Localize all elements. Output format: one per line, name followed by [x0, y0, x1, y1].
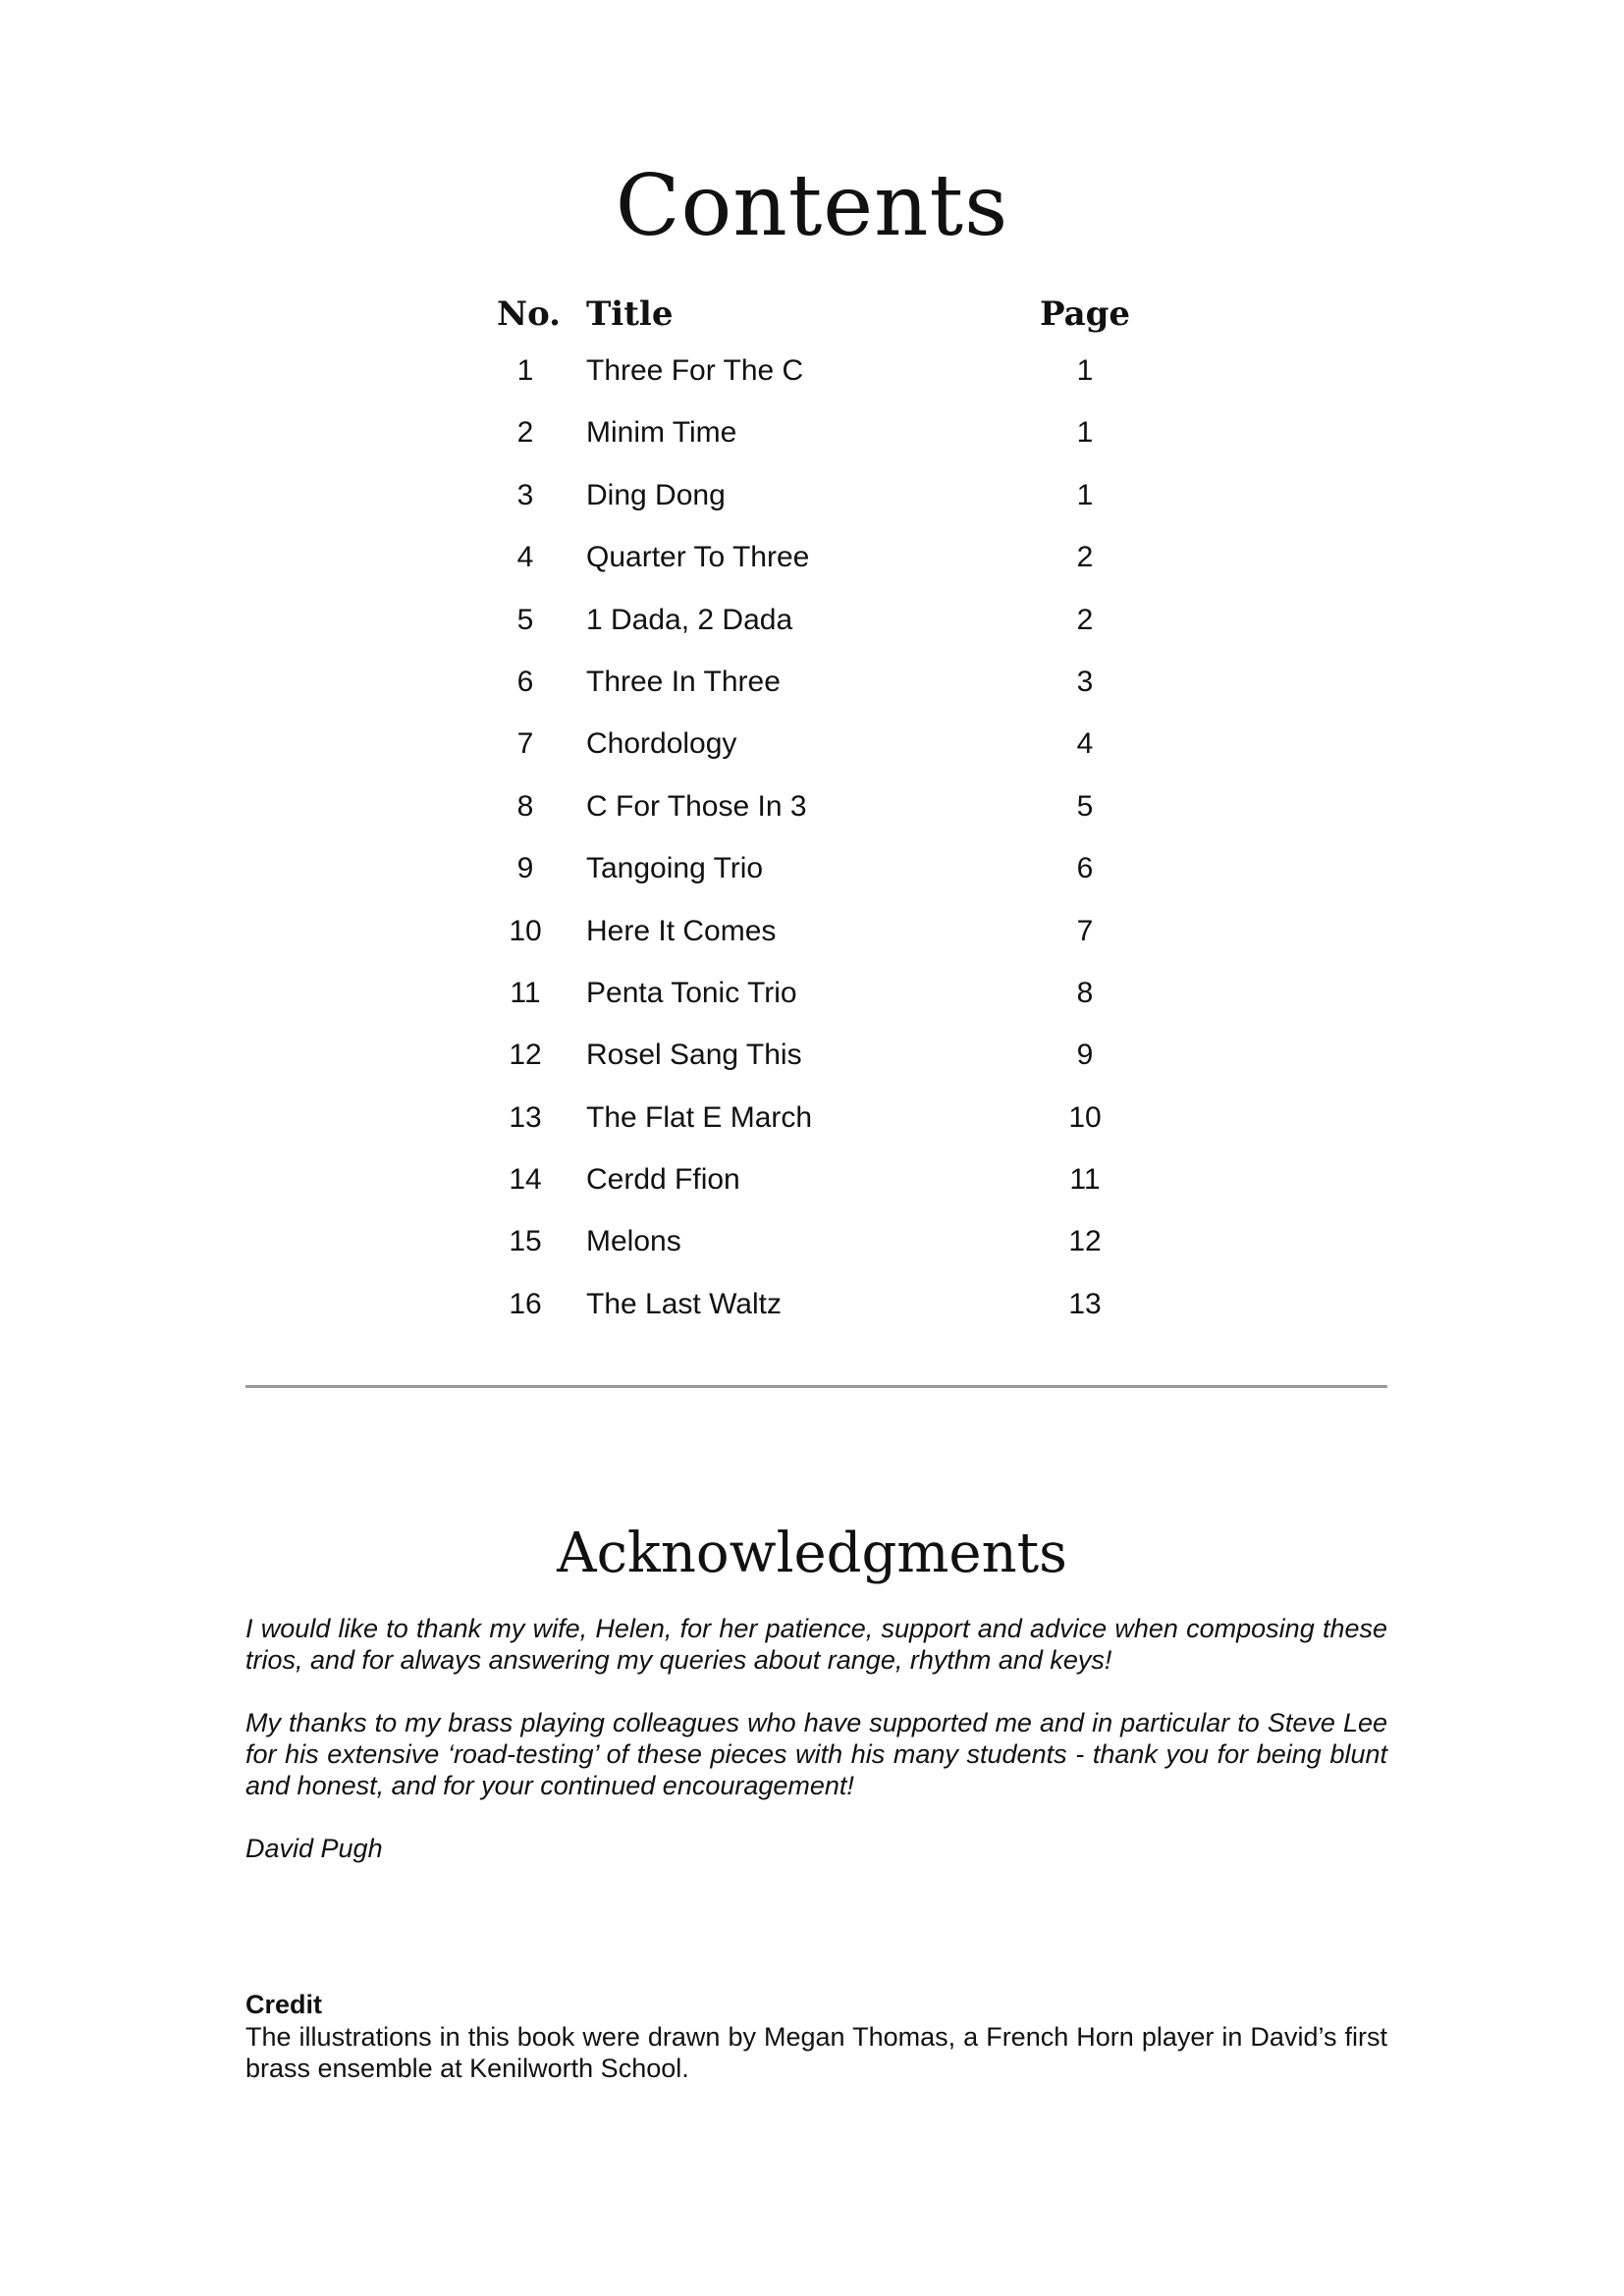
header-no: No. — [497, 294, 561, 334]
credit-heading: Credit — [245, 1990, 323, 2019]
contents-title: Contents — [615, 157, 1009, 255]
contents-row — [481, 540, 1159, 602]
row-page: 7 — [1076, 914, 1094, 947]
contents-table — [481, 294, 1159, 1349]
row-page: 8 — [1076, 976, 1094, 1009]
row-number: 3 — [516, 478, 534, 511]
row-number: 10 — [509, 914, 542, 947]
row-number: 14 — [509, 1163, 542, 1197]
contents-row — [481, 789, 1159, 851]
contents-row — [481, 1287, 1159, 1349]
row-title: Minim Time — [586, 416, 737, 450]
row-page: 1 — [1076, 478, 1094, 511]
row-number: 2 — [516, 416, 534, 450]
contents-row — [481, 914, 1159, 976]
row-title: Three For The C — [586, 354, 804, 387]
row-page: 12 — [1068, 1225, 1102, 1258]
row-title: C For Those In 3 — [586, 789, 807, 823]
contents-rows — [481, 353, 1159, 1349]
contents-row — [481, 1224, 1159, 1286]
contents-row — [481, 976, 1159, 1038]
row-page: 13 — [1068, 1287, 1102, 1320]
contents-row — [481, 415, 1159, 477]
contents-row — [481, 478, 1159, 540]
row-title: Here It Comes — [586, 914, 777, 947]
acknowledgments-paragraph-1: I would like to thank my wife, Helen, for her patience, support and advice when composing these trios, and for always answering my queries about range, rhythm and keys! — [245, 1614, 1387, 1675]
contents-row — [481, 1100, 1159, 1162]
contents-row — [481, 603, 1159, 665]
row-title: The Last Waltz — [586, 1287, 782, 1320]
row-page: 1 — [1076, 416, 1094, 450]
row-title: Quarter To Three — [586, 541, 810, 574]
row-title: The Flat E March — [586, 1100, 813, 1134]
header-title: Title — [586, 294, 674, 334]
row-number: 12 — [509, 1039, 542, 1072]
row-number: 1 — [516, 354, 534, 387]
row-number: 15 — [509, 1225, 542, 1258]
row-page: 4 — [1076, 727, 1094, 761]
row-number: 5 — [516, 603, 534, 636]
header-page: Page — [1039, 294, 1131, 334]
row-number: 8 — [516, 789, 534, 823]
row-title: Tangoing Trio — [586, 852, 764, 885]
contents-row — [481, 1038, 1159, 1099]
row-page: 10 — [1068, 1100, 1102, 1134]
row-title: Three In Three — [586, 665, 781, 698]
credit-text: The illustrations in this book were drawn by Megan Thomas, a French Horn player in David’s first brass ensemble at Kenilworth School. — [245, 2022, 1387, 2083]
row-page: 5 — [1076, 789, 1094, 823]
row-number: 7 — [516, 727, 534, 761]
row-number: 6 — [516, 665, 534, 698]
contents-header-row — [481, 294, 1159, 353]
acknowledgments-paragraph-2: My thanks to my brass playing colleagues who have supported me and in particular to Steve Lee for his extensive ‘road-testing’ of these pieces with his many students - thank you for being blunt and honest, and for your continued encouragement! — [245, 1708, 1387, 1800]
row-number: 13 — [509, 1100, 542, 1134]
contents-row — [481, 353, 1159, 415]
contents-row — [481, 1162, 1159, 1224]
row-number: 9 — [516, 852, 534, 885]
row-page: 3 — [1076, 665, 1094, 698]
acknowledgments-signature: David Pugh — [245, 1834, 383, 1863]
row-page: 11 — [1069, 1163, 1101, 1197]
row-number: 4 — [516, 541, 534, 574]
acknowledgments-title: Acknowledgments — [557, 1522, 1067, 1585]
row-number: 16 — [509, 1287, 542, 1320]
row-number: 11 — [510, 976, 541, 1009]
row-title: 1 Dada, 2 Dada — [586, 603, 793, 636]
row-page: 2 — [1076, 603, 1094, 636]
contents-row — [481, 665, 1159, 726]
section-divider — [245, 1385, 1387, 1388]
contents-row — [481, 726, 1159, 788]
row-page: 6 — [1076, 852, 1094, 885]
row-title: Ding Dong — [586, 478, 726, 511]
row-title: Chordology — [586, 727, 737, 761]
row-page: 1 — [1076, 354, 1094, 387]
row-title: Penta Tonic Trio — [586, 976, 797, 1009]
row-title: Melons — [586, 1225, 681, 1258]
contents-row — [481, 851, 1159, 913]
row-page: 9 — [1076, 1039, 1094, 1072]
row-page: 2 — [1076, 541, 1094, 574]
row-title: Cerdd Ffion — [586, 1163, 740, 1197]
row-title: Rosel Sang This — [586, 1039, 802, 1072]
